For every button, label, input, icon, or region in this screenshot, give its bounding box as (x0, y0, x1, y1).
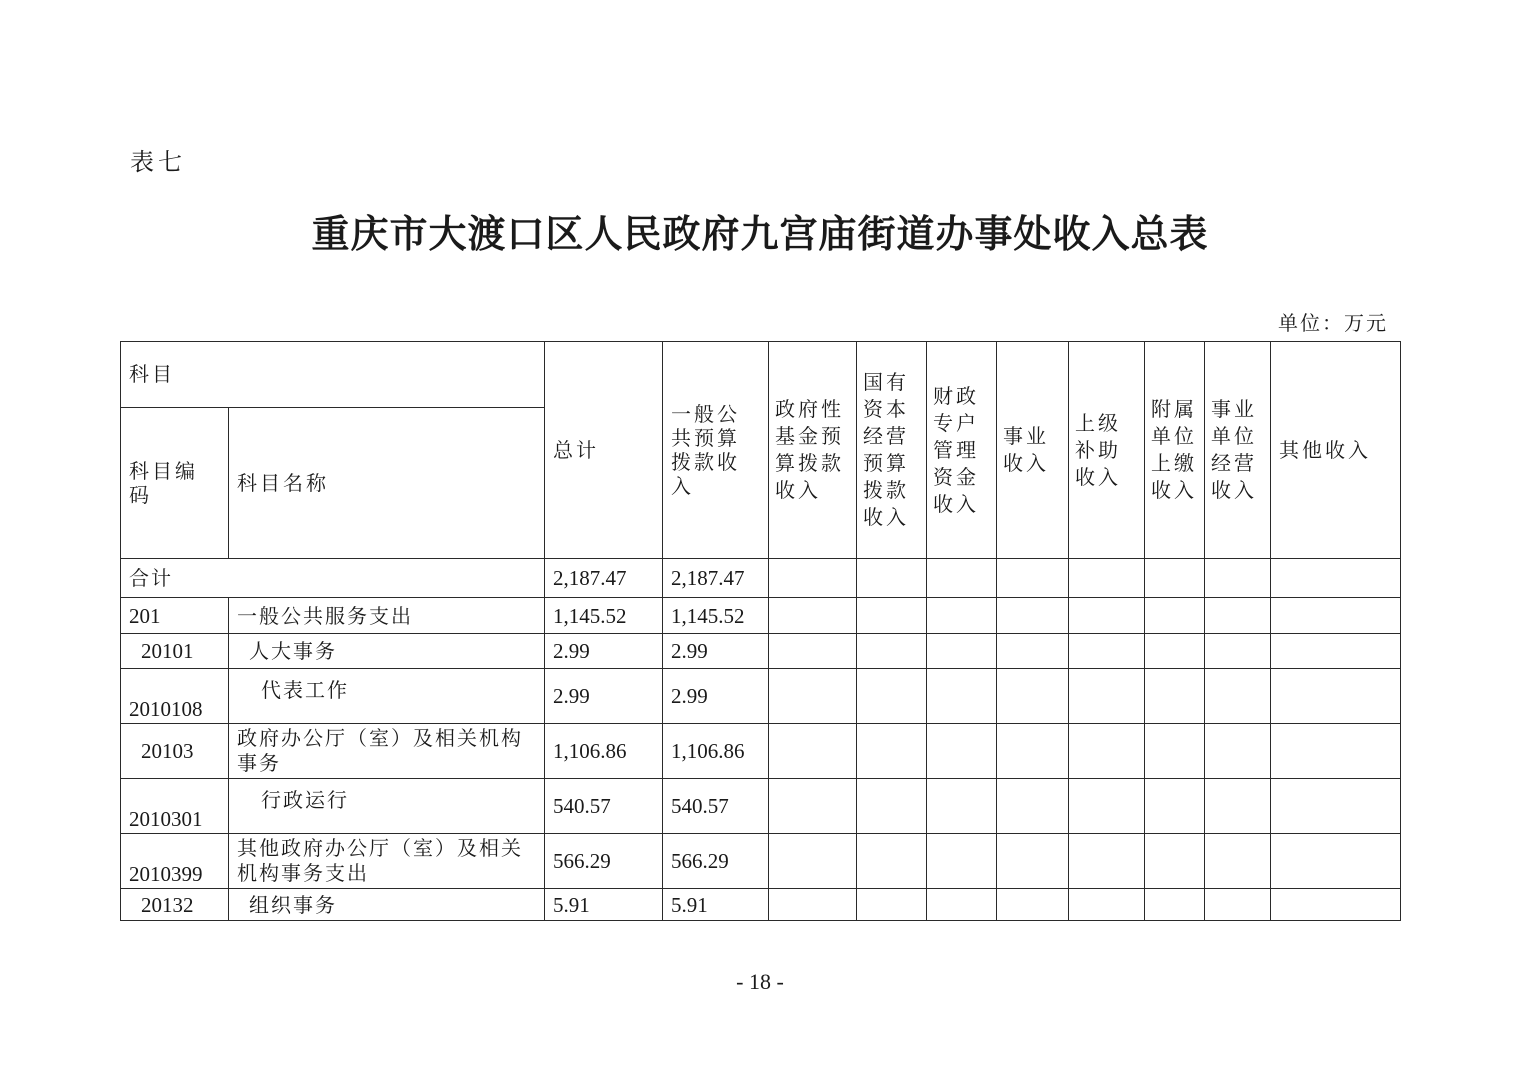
header-affiliated: 附属单位上缴收入 (1145, 342, 1205, 559)
header-name: 科目名称 (229, 408, 545, 559)
row-total: 2.99 (545, 634, 663, 669)
row-code: 20101 (121, 634, 229, 669)
page-title: 重庆市大渡口区人民政府九宫庙街道办事处收入总表 (311, 211, 1209, 256)
header-gov-fund: 政府性基金预算拨款收入 (769, 342, 857, 559)
row-total: 1,145.52 (545, 598, 663, 634)
header-state-capital: 国有资本经营预算拨款收入 (857, 342, 927, 559)
unit-label: 单位：万元 (1278, 311, 1388, 335)
table-label: 表七 (130, 148, 186, 176)
row-name: 人大事务 (229, 634, 545, 669)
row-name: 政府办公厅（室）及相关机构事务 (229, 724, 545, 779)
table-row (121, 559, 1401, 598)
row-name: 代表工作 (229, 669, 545, 724)
table-row (121, 834, 1401, 889)
row-total: 2.99 (545, 669, 663, 724)
row-general: 1,106.86 (663, 724, 769, 779)
page-number: - 18 - (736, 969, 784, 994)
row-name: 行政运行 (229, 779, 545, 834)
row-total: 2,187.47 (545, 559, 663, 598)
row-general: 2.99 (663, 634, 769, 669)
header-business: 事业收入 (997, 342, 1069, 559)
row-code: 20132 (121, 889, 229, 921)
row-code: 合计 (121, 559, 545, 598)
header-special-account: 财政专户管理资金收入 (927, 342, 997, 559)
row-general: 566.29 (663, 834, 769, 889)
row-code: 201 (121, 598, 229, 634)
header-general-budget: 一般公共预算拨款收入 (663, 342, 769, 559)
header-superior-subsidy: 上级补助收入 (1069, 342, 1145, 559)
header-subject: 科目 (121, 342, 545, 408)
header-other: 其他收入 (1271, 342, 1401, 559)
table-row (121, 724, 1401, 779)
row-total: 540.57 (545, 779, 663, 834)
table-row (121, 669, 1401, 724)
row-total: 5.91 (545, 889, 663, 921)
header-code: 科目编码 (121, 408, 229, 559)
row-total: 566.29 (545, 834, 663, 889)
row-total: 1,106.86 (545, 724, 663, 779)
header-business-operation: 事业单位经营收入 (1205, 342, 1271, 559)
table-row (121, 598, 1401, 634)
row-general: 540.57 (663, 779, 769, 834)
income-table (120, 341, 1401, 921)
row-general: 1,145.52 (663, 598, 769, 634)
table-row (121, 634, 1401, 669)
row-general: 5.91 (663, 889, 769, 921)
row-code: 2010108 (121, 669, 229, 724)
table-row (121, 779, 1401, 834)
row-name: 组织事务 (229, 889, 545, 921)
row-code: 2010301 (121, 779, 229, 834)
table-row (121, 889, 1401, 921)
row-general: 2.99 (663, 669, 769, 724)
header-total: 总计 (545, 342, 663, 559)
row-code: 20103 (121, 724, 229, 779)
row-code: 2010399 (121, 834, 229, 889)
row-general: 2,187.47 (663, 559, 769, 598)
row-name: 一般公共服务支出 (229, 598, 545, 634)
row-name: 其他政府办公厅（室）及相关机构事务支出 (229, 834, 545, 889)
